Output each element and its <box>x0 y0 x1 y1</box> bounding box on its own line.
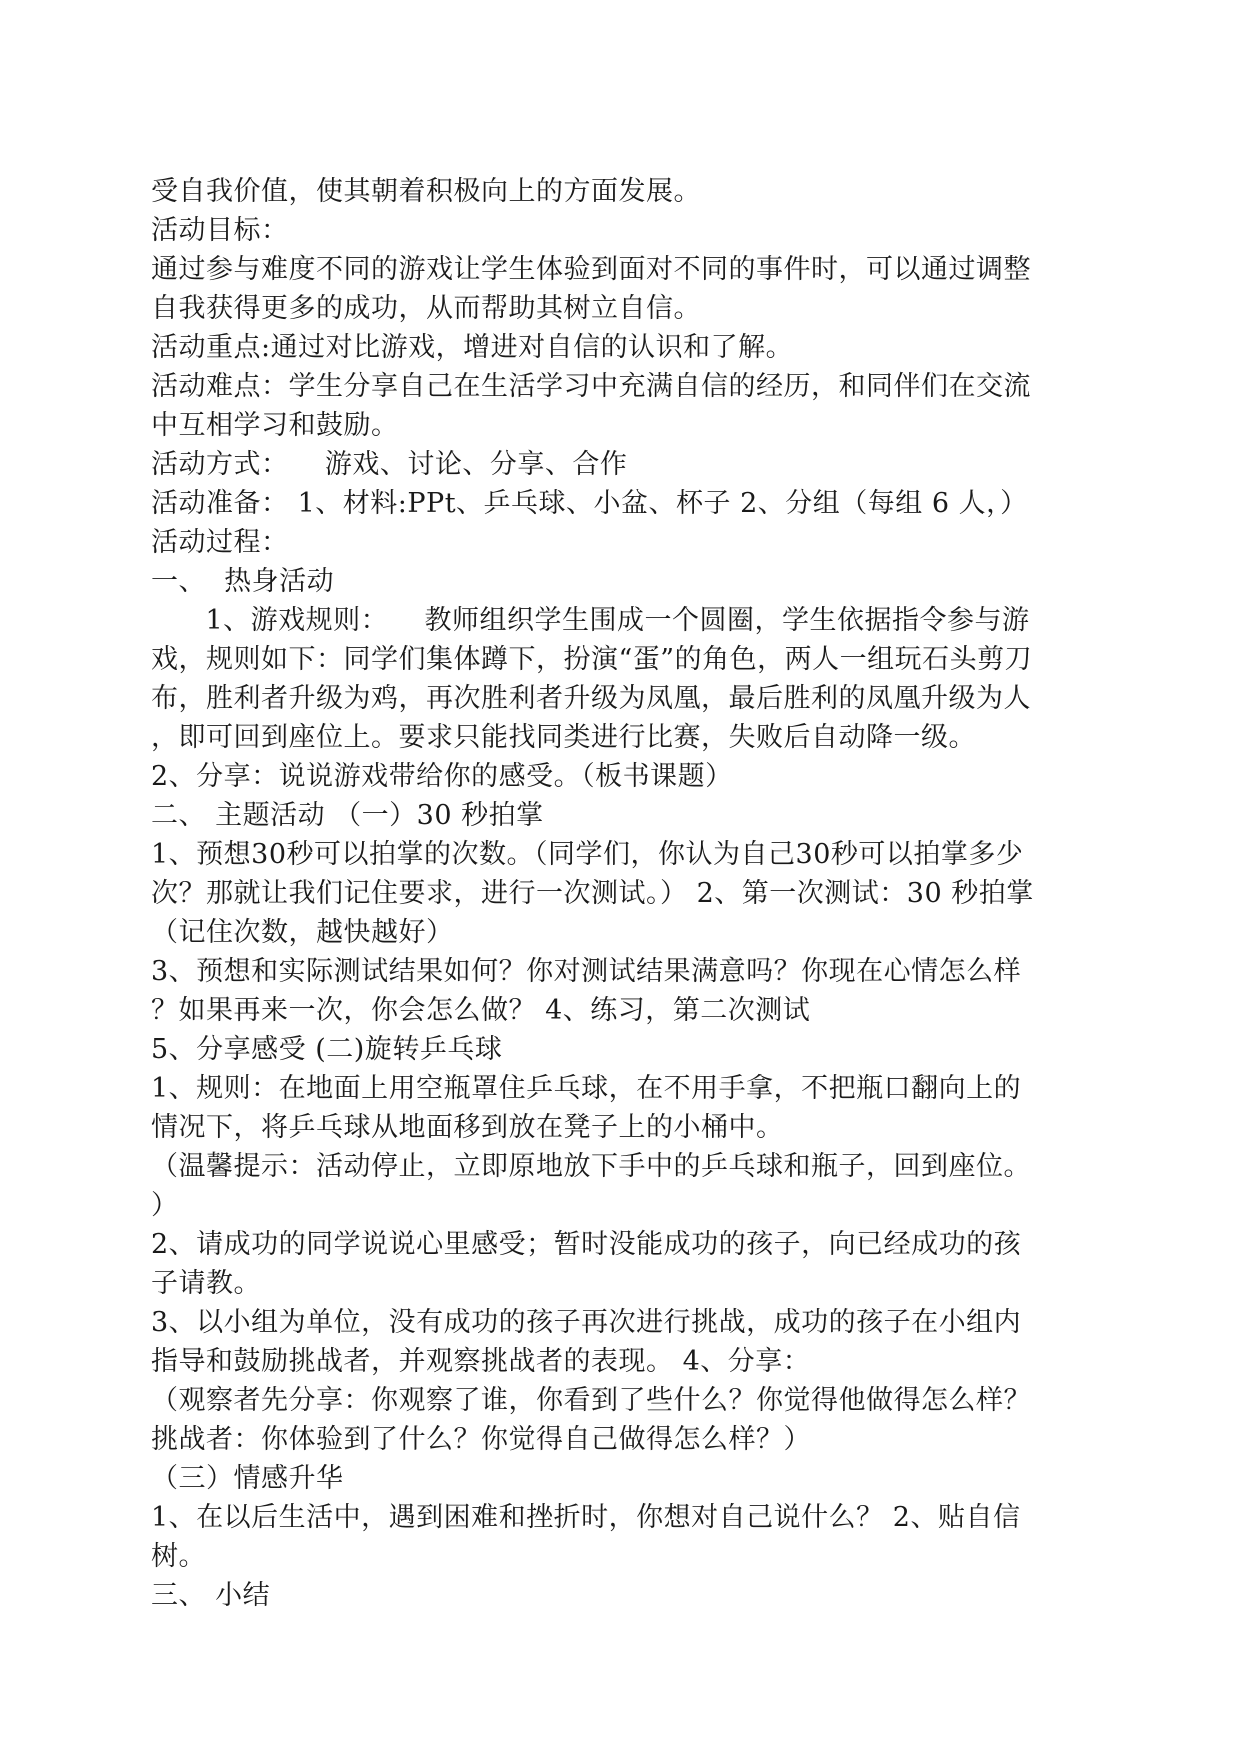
section-heading-process: 活动过程： <box>151 527 289 558</box>
text-line: 5、分享感受 (二)旋转乒乓球 <box>151 1034 503 1065</box>
text-line: 活动重点:通过对比游戏，增进对自信的认识和了解。 <box>151 332 794 363</box>
text-line: 受自我价值，使其朝着积极向上的方面发展。 <box>151 176 701 207</box>
text-line: 通过参与难度不同的游戏让学生体验到面对不同的事件时，可以通过调整 <box>151 254 1031 285</box>
text-line: 活动准备： 1、材料:PPt、乒乓球、小盆、杯子 2、分组（每组 6 人，） <box>151 488 1028 519</box>
text-line: 挑战者：你体验到了什么？你觉得自己做得怎么样？） <box>151 1424 811 1455</box>
section-heading-warmup: 一、 热身活动 <box>151 566 335 597</box>
text-line: ？如果再来一次，你会怎么做？ 4、练习，第二次测试 <box>151 995 811 1026</box>
text-line: 1、游戏规则： 教师组织学生围成一个圆圈，学生依据指令参与游 <box>151 605 1030 636</box>
section-heading-main-activity: 二、 主题活动 （一）30 秒拍掌 <box>151 800 544 831</box>
text-line: 1、预想30秒可以拍掌的次数。（同学们，你认为自己30秒可以拍掌多少 <box>151 839 1024 870</box>
text-line: 2、分享：说说游戏带给你的感受。（板书课题） <box>151 761 733 792</box>
text-line: 2、请成功的同学说说心里感受；暂时没能成功的孩子，向已经成功的孩 <box>151 1229 1022 1260</box>
section-heading-emotion: （三）情感升华 <box>151 1463 344 1494</box>
text-line: ） <box>151 1190 179 1221</box>
text-line: 子请教。 <box>151 1268 261 1299</box>
text-line: 活动难点：学生分享自己在生活学习中充满自信的经历，和同伴们在交流 <box>151 371 1031 402</box>
text-line: （观察者先分享：你观察了谁，你看到了些什么？你觉得他做得怎么样？ <box>151 1385 1031 1416</box>
text-line: 自我获得更多的成功，从而帮助其树立自信。 <box>151 293 701 324</box>
text-line: 3、以小组为单位，没有成功的孩子再次进行挑战，成功的孩子在小组内 <box>151 1307 1022 1338</box>
text-line: 情况下，将乒乓球从地面移到放在凳子上的小桶中。 <box>151 1112 784 1143</box>
document-body <box>151 172 1091 1615</box>
text-line: 布，胜利者升级为鸡，再次胜利者升级为凤凰，最后胜利的凤凰升级为人 <box>151 683 1031 714</box>
text-line: 树。 <box>151 1541 206 1572</box>
text-line: （记住次数，越快越好） <box>151 917 454 948</box>
section-heading-goals: 活动目标： <box>151 215 289 246</box>
text-line: 活动方式： 游戏、讨论、分享、合作 <box>151 449 628 480</box>
text-line: 1、在以后生活中，遇到困难和挫折时，你想对自己说什么？ 2、贴自信 <box>151 1502 1021 1533</box>
text-line: 戏，规则如下：同学们集体蹲下，扮演“蛋”的角色，两人一组玩石头剪刀 <box>151 644 1033 675</box>
text-line: 次？那就让我们记住要求，进行一次测试。） 2、第一次测试：30 秒拍掌 <box>151 878 1034 909</box>
text-line: 中互相学习和鼓励。 <box>151 410 399 441</box>
text-line: 指导和鼓励挑战者，并观察挑战者的表现。 4、分享： <box>151 1346 811 1377</box>
text-line: 3、预想和实际测试结果如何？你对测试结果满意吗？你现在心情怎么样 <box>151 956 1022 987</box>
text-line: ，即可回到座位上。要求只能找同类进行比赛，失败后自动降一级。 <box>151 722 976 753</box>
text-line: 1、规则：在地面上用空瓶罩住乒乓球，在不用手拿，不把瓶口翻向上的 <box>151 1073 1022 1104</box>
text-line: （温馨提示：活动停止，立即原地放下手中的乒乓球和瓶子，回到座位。 <box>151 1151 1031 1182</box>
section-heading-summary: 三、 小结 <box>151 1580 271 1611</box>
